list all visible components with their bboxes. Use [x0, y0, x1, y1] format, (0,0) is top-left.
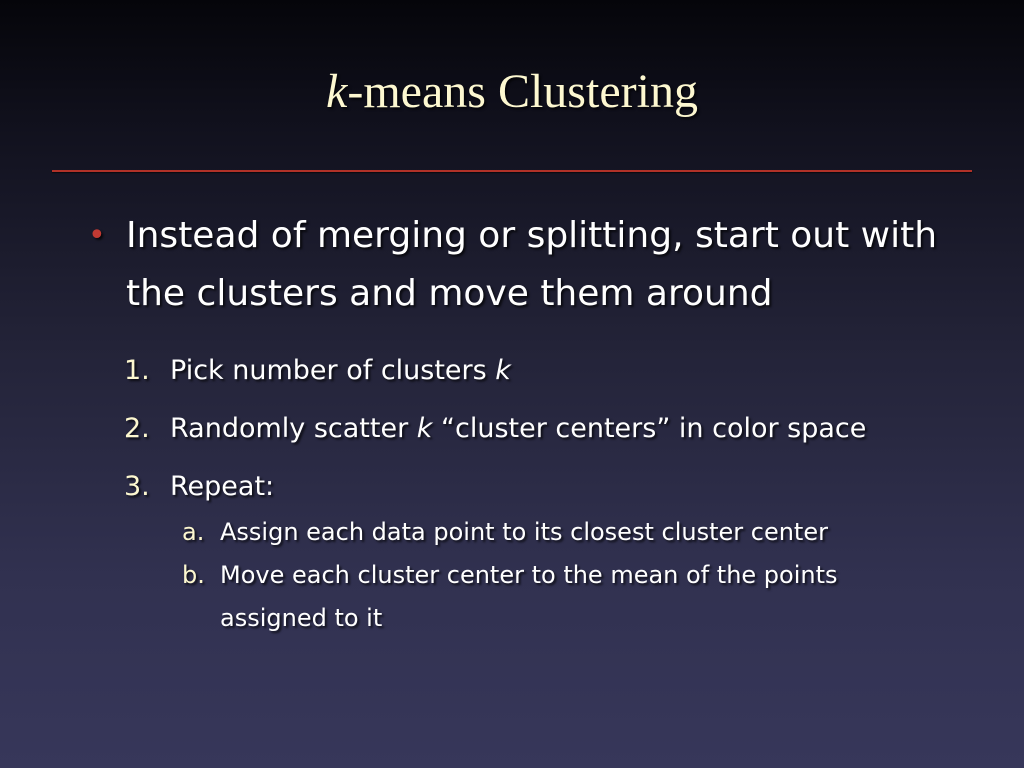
substep-text: Assign each data point to its closest cluster center [220, 518, 828, 546]
step-number: 1. [124, 355, 150, 386]
substep-letter: b. [182, 561, 205, 589]
step-item [124, 407, 984, 465]
step-text-part: Randomly scatter [170, 413, 417, 444]
title-text: -means Clustering [347, 65, 698, 118]
title-divider [52, 170, 972, 172]
step-variable: k [416, 413, 433, 444]
step-text-part: Pick number of clusters [170, 355, 496, 386]
step-text [170, 407, 866, 451]
substep-text: Move each cluster center to the mean of the points assigned to it [220, 561, 838, 632]
main-bullet-text: Instead of merging or splitting, start out with the clusters and move them around [126, 215, 938, 314]
step-variable: k [495, 355, 511, 386]
step-text [170, 349, 511, 393]
step-number: 3. [124, 471, 150, 502]
bullet-dot-icon: • [88, 218, 106, 253]
slide-title [0, 60, 1024, 124]
step-text [170, 465, 274, 509]
step-text-part: “cluster centers” in color space [432, 413, 867, 444]
substep-item [182, 511, 942, 554]
step-text-part: Repeat: [170, 471, 275, 502]
numbered-steps [124, 349, 984, 523]
title-variable: k [326, 65, 348, 118]
step-number: 2. [124, 413, 150, 444]
lettered-substeps [182, 511, 942, 640]
step-item [124, 349, 984, 407]
substep-letter: a. [182, 518, 205, 546]
main-bullet [88, 207, 948, 323]
substep-item [182, 554, 942, 640]
